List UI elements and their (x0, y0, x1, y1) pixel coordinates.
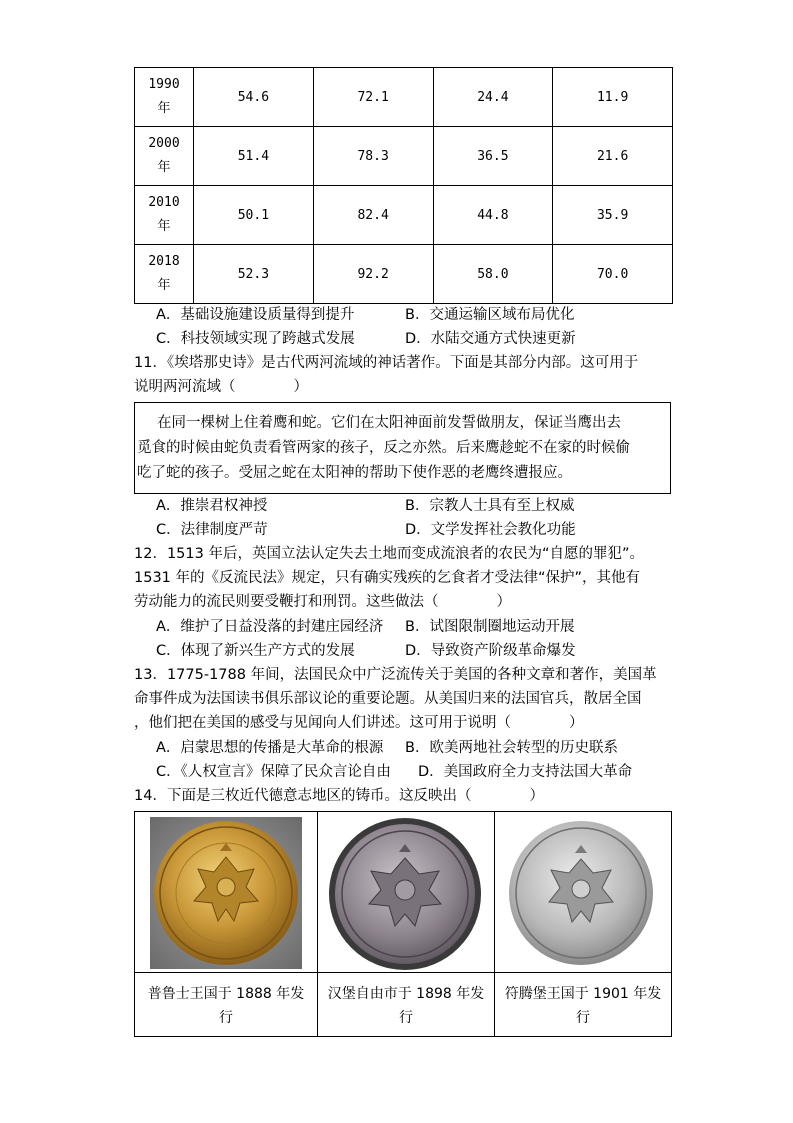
year-cell (135, 68, 194, 127)
year-cell (135, 127, 194, 186)
coin-table (134, 811, 672, 1037)
table-cell: 36.5 (433, 127, 553, 186)
table-cell: 11.9 (553, 68, 673, 127)
option-c: C．法律制度严苛 (156, 522, 268, 538)
option-d: D．文学发挥社会教化功能 (405, 522, 576, 538)
year-unit: 年 (157, 160, 171, 175)
year-unit: 年 (157, 101, 171, 116)
table-cell: 44.8 (433, 186, 553, 245)
quote-line: 吃了蛇的孩子。受屈之蛇在太阳神的帮助下使作恶的老鹰终遭报应。 (137, 465, 572, 481)
data-table (134, 67, 673, 304)
option-d: D．美国政府全力支持法国大革命 (418, 764, 633, 780)
option-d: D．导致资产阶级革命爆发 (405, 643, 576, 659)
question-14-text: 14．下面是三枚近代德意志地区的铸币。这反映出（ ） (134, 788, 544, 804)
table-row (135, 186, 673, 245)
option-b: B．试图限制圈地运动开展 (405, 619, 575, 635)
table-cell: 54.6 (194, 68, 314, 127)
caption-line: 普鲁士王国于 1888 年发 (147, 986, 305, 1002)
question-13-text: ，他们把在美国的感受与见闻向人们讲述。这可用于说明（ ） (134, 715, 584, 731)
year-unit: 年 (157, 278, 171, 293)
table-cell: 35.9 (553, 186, 673, 245)
question-12-text: 12．1513 年后，英国立法认定失去土地而变成流浪者的农民为“自愿的罪犯”。 (134, 546, 644, 562)
option-b: B．欧美两地社会转型的历史联系 (405, 740, 618, 756)
option-b: B．宗教人士具有至上权威 (405, 498, 575, 514)
year-value: 1990 (148, 77, 180, 92)
table-cell: 82.4 (313, 186, 433, 245)
year-unit: 年 (157, 219, 171, 234)
table-cell: 70.0 (553, 245, 673, 304)
caption-line: 行 (219, 1010, 233, 1026)
option-a: A．推崇君权神授 (156, 498, 268, 514)
option-a: A．启蒙思想的传播是大革命的根源 (156, 740, 384, 756)
option-d: D．水陆交通方式快速更新 (405, 331, 576, 347)
table-cell: 58.0 (433, 245, 553, 304)
coin-caption (495, 982, 671, 1030)
table-cell: 52.3 (194, 245, 314, 304)
table-cell: 72.1 (313, 68, 433, 127)
gold-coin-image (150, 817, 302, 969)
caption-line: 汉堡自由市于 1898 年发 (327, 986, 485, 1002)
silver-coin-image (505, 817, 657, 969)
table-cell: 50.1 (194, 186, 314, 245)
coin-caption (135, 982, 317, 1030)
year-value: 2000 (148, 136, 180, 151)
table-cell: 78.3 (313, 127, 433, 186)
year-cell (135, 245, 194, 304)
table-cell: 24.4 (433, 68, 553, 127)
option-a: A．维护了日益没落的封建庄园经济 (156, 619, 384, 635)
quote-box (134, 402, 671, 494)
silver-coin-image (327, 816, 483, 972)
year-cell (135, 186, 194, 245)
option-a: A．基础设施建设质量得到提升 (156, 307, 355, 323)
year-value: 2010 (148, 195, 180, 210)
caption-line: 行 (399, 1010, 413, 1026)
table-row (135, 127, 673, 186)
question-11-text: 11．《埃塔那史诗》是古代两河流域的神话著作。下面是其部分内部。这可用于 (134, 355, 639, 371)
question-12-text: 劳动能力的流民则要受鞭打和刑罚。这些做法（ ） (134, 594, 511, 610)
table-cell: 92.2 (313, 245, 433, 304)
question-13-text: 命事件成为法国读书俱乐部议论的重要论题。从美国归来的法国官兵，散居全国 (134, 691, 642, 707)
table-cell: 51.4 (194, 127, 314, 186)
question-12-text: 1531 年的《反流民法》规定，只有确实残疾的乞食者才受法律“保护”，其他有 (134, 570, 641, 586)
option-c: C．科技领域实现了跨越式发展 (156, 331, 355, 347)
table-row (135, 245, 673, 304)
table-row (135, 68, 673, 127)
table-cell: 21.6 (553, 127, 673, 186)
divider (135, 972, 671, 973)
year-value: 2018 (148, 254, 180, 269)
quote-line: 在同一棵树上住着鹰和蛇。它们在太阳神面前发誓做朋友，保证当鹰出去 (157, 415, 621, 431)
caption-line: 行 (576, 1010, 590, 1026)
option-b: B．交通运输区域布局优化 (405, 307, 575, 323)
option-c: C．《人权宣言》保障了民众言论自由 (156, 764, 391, 780)
caption-line: 符腾堡王国于 1901 年发 (504, 986, 662, 1002)
question-13-text: 13．1775-1788 年间，法国民众中广泛流传关于美国的各种文章和著作，美国革 (134, 667, 657, 683)
coin-caption (318, 982, 494, 1030)
option-c: C．体现了新兴生产方式的发展 (156, 643, 355, 659)
question-11-text: 说明两河流域（ ） (134, 379, 308, 395)
quote-line: 觅食的时候由蛇负责看管两家的孩子，反之亦然。后来鹰趁蛇不在家的时候偷 (137, 440, 630, 456)
